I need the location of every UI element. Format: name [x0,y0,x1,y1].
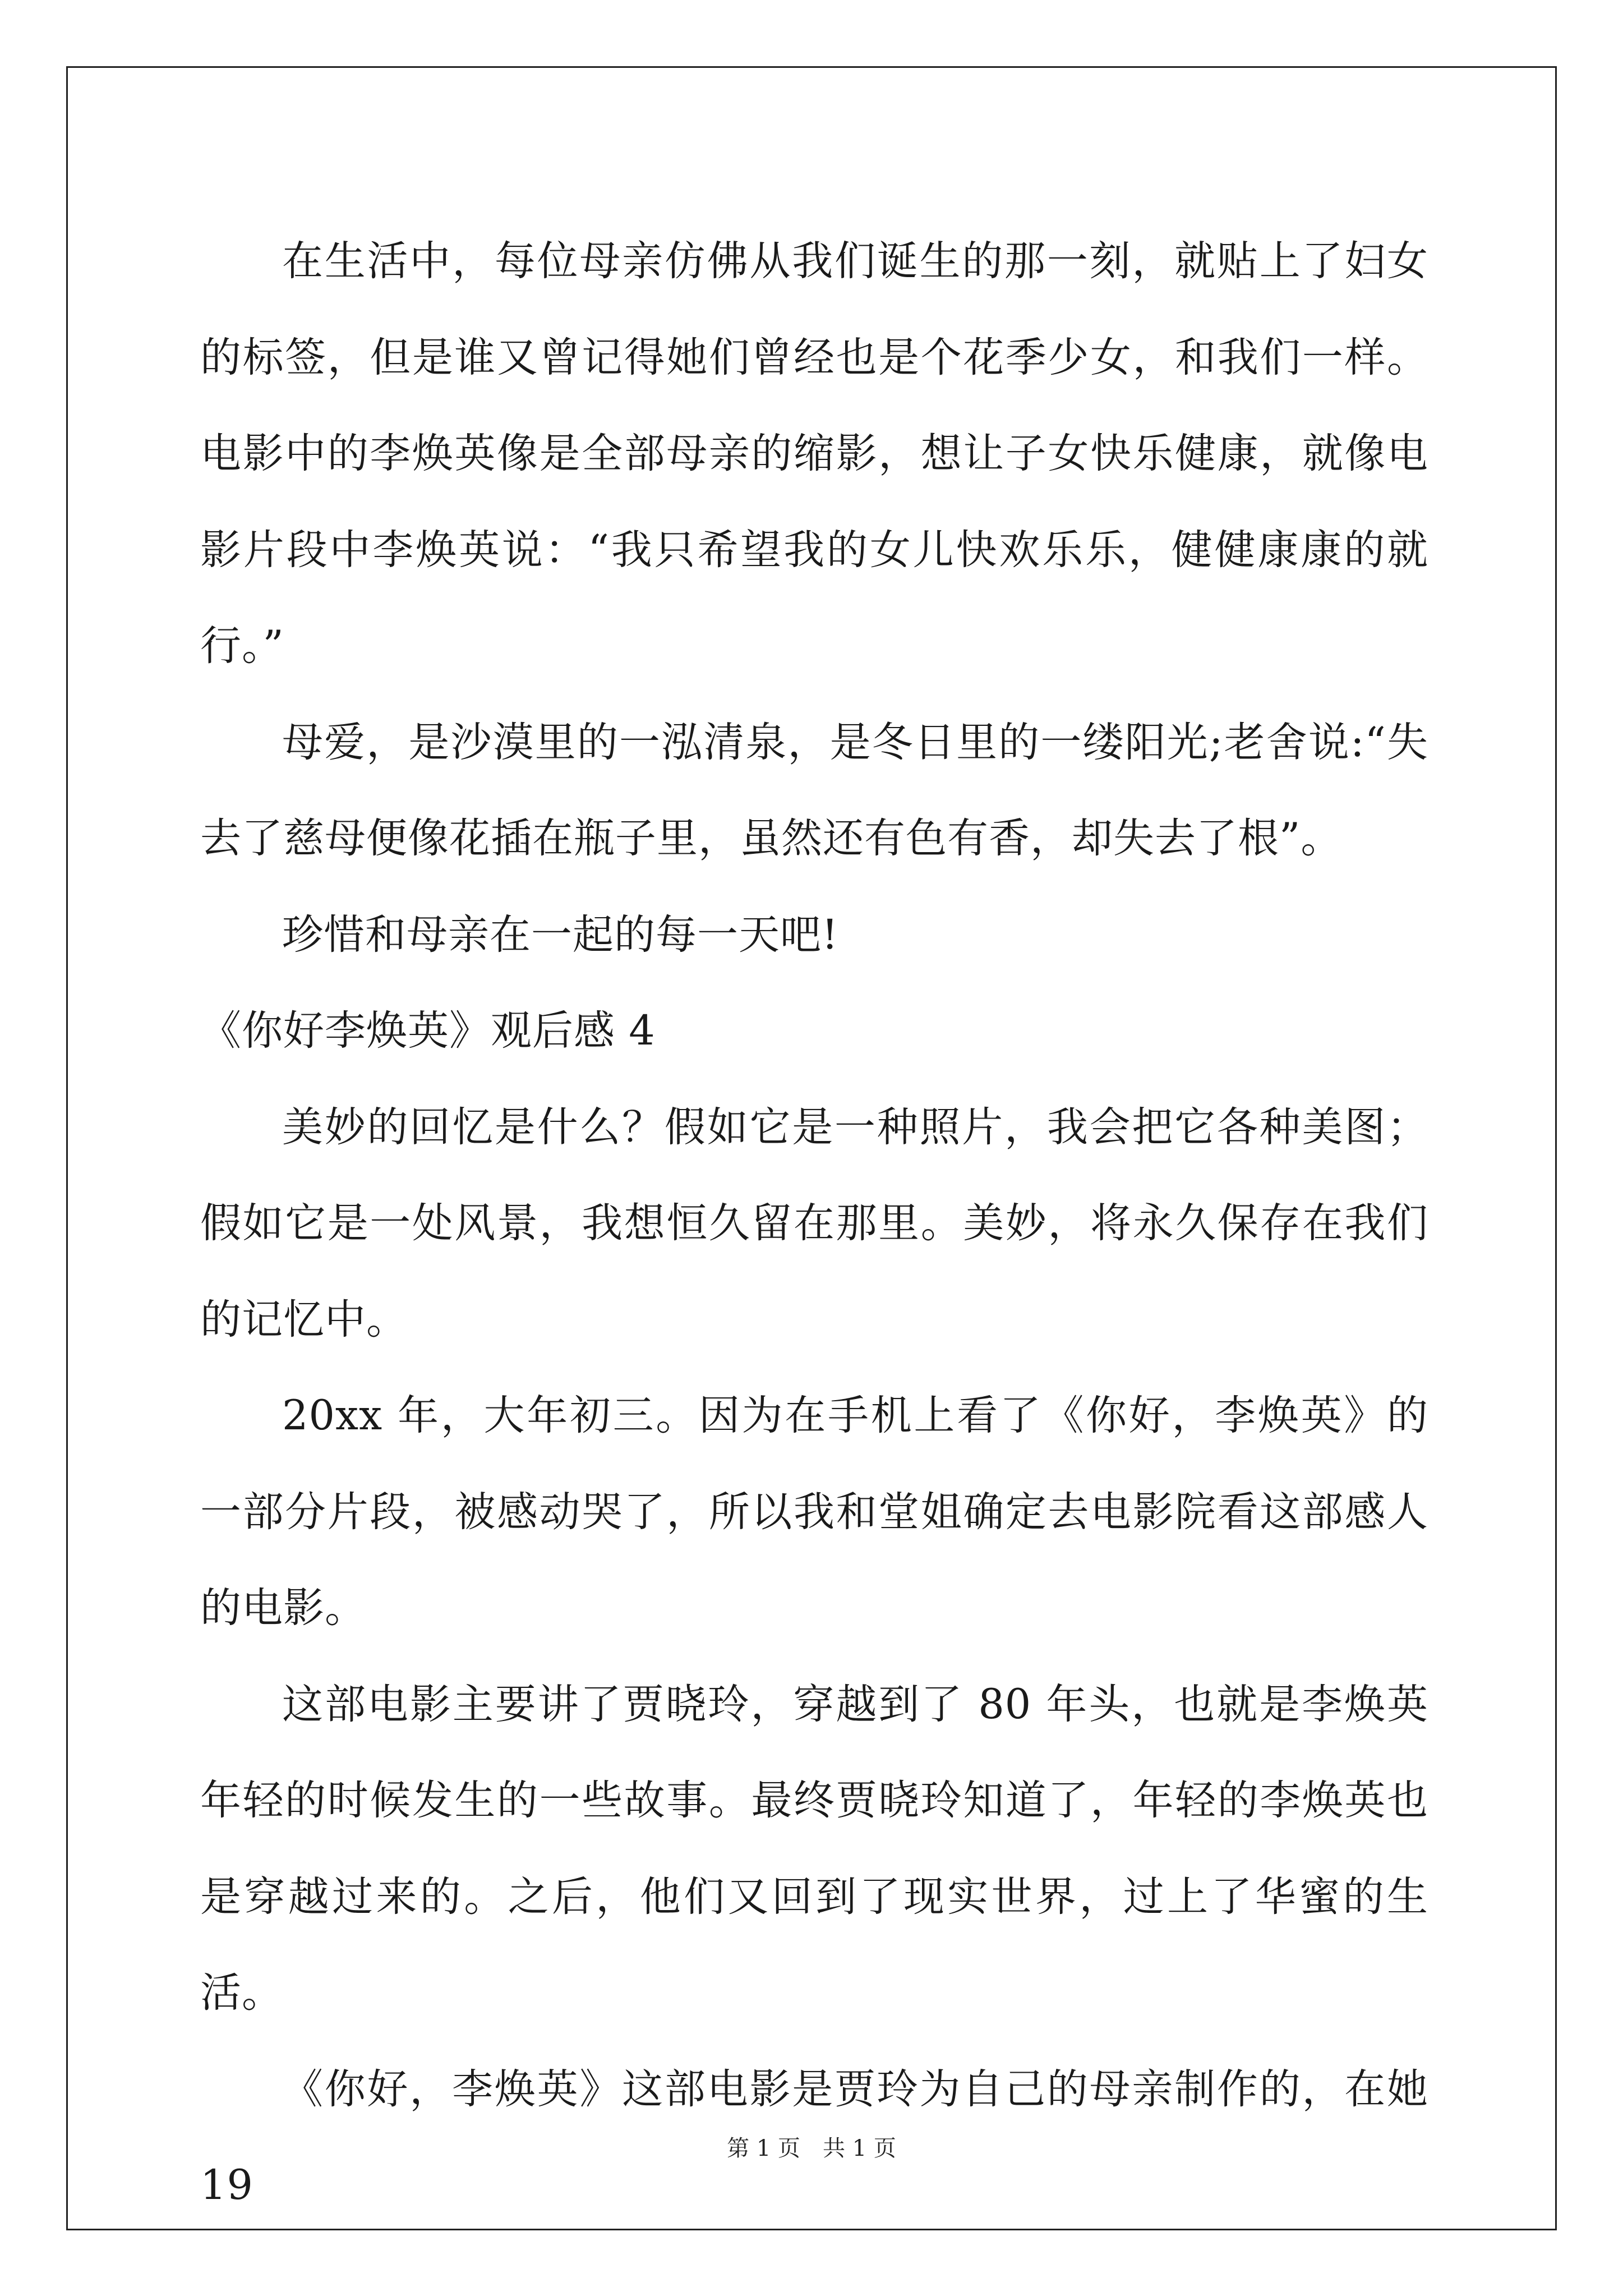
paragraph: 这部电影主要讲了贾晓玲，穿越到了 80 年头，也就是李焕英年轻的时候发生的一些故事。最终贾晓玲知道了，年轻的李焕英也是穿越过来的。之后，他们又回到了现实世界，过上了华蜜的生活。 [200,1680,1428,2017]
paragraph: 母爱，是沙漠里的一泓清泉，是冬日里的一缕阳光;老舍说:“失去了慈母便像花插在瓶子里，虽然还有色有香，却失去了根”。 [200,718,1428,862]
paragraph: 在生活中，每位母亲仿佛从我们诞生的那一刻，就贴上了妇女的标签，但是谁又曾记得她们曾经也是个花季少女，和我们一样。电影中的李焕英像是全部母亲的缩影，想让子女快乐健康，就像电影片段中李焕英说：“我只希望我的女儿快欢乐乐，健健康康的就行。” [200,237,1428,670]
paragraph: 美妙的回忆是什么？假如它是一种照片，我会把它各种美图；假如它是一处风景，我想恒久留在那里。美妙，将永久保存在我们的记忆中。 [200,1103,1428,1343]
page-footer: 第 1 页 共 1 页 [727,2136,896,2161]
paragraph: 20xx 年，大年初三。因为在手机上看了《你好，李焕英》的一部分片段，被感动哭了，所以我和堂姐确定去电影院看这部感人的电影。 [200,1392,1428,1632]
section-heading: 《你好李焕英》观后感 4 [200,1007,656,1055]
paragraph: 珍惜和母亲在一起的每一天吧! [282,910,839,959]
document-body [200,213,1428,2234]
paragraph: 《你好，李焕英》这部电影是贾玲为自己的母亲制作的，在她 19 [200,2065,1428,2209]
